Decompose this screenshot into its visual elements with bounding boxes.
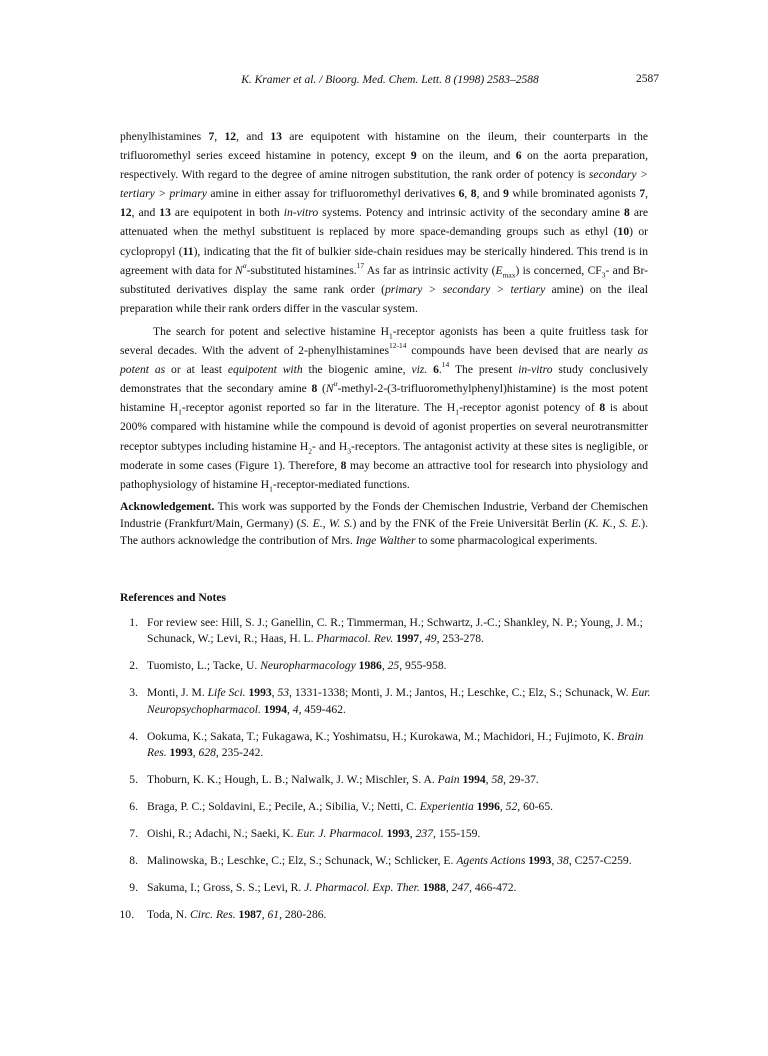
body-paragraph-2: The search for potent and selective histamine $H_1$-receptor agonists has been a quite fruitless task for several decades. With the advent of 2-phenylhistamines$^{12-14}$ compounds have been devised that are nearly as potent as or at least equipotent with the biogenic amine, viz. 6.14 The present in-vitro study conclusively demonstrates that the secondary amine 8 $(N^\alpha-methyl-2-(3-trifluoromethylphenyl)histamine)$ is the most potent histamine $H_1$-receptor agonist reported so far in the literature. The $H_1$-receptor agonist potency of 8 is about 200% compared with histamine while the compound is devoid of agonist properties on several neurotransmitter receptor subtypes including histamine $H_2-$ and $H_3$-receptors. The antagonist activity at these sites is negligible, or moderate in some cases (Figure 1). Therefore, 8 may become an attractive tool for research into physiology and pathophysiology of histamine $H_1-receptor$-mediated functions. — [120, 325, 649, 494]
reference-number: 5. — [129, 773, 138, 787]
reference-item-1: 1. For review see: Hill, S. J.; Ganellin, C. R.; Timmerman, H.; Schwartz, J.-C.; Shankley, N. P.; Young, J. M.; Schunack, W.; Levi, R.; Haas, H. L. Pharmacol. Rev. 1997, 49, 253-278. — [118, 615, 658, 648]
reference-item-5: 5. Thoburn, K. K.; Hough, L. B.; Nalwalk, J. W.; Mischler, S. A. Pain 1994, 58, 29-37. — [118, 772, 658, 788]
reference-item-4: 4. Ookuma, K.; Sakata, T.; Fukagawa, K.; Yoshimatsu, H.; Kurokawa, M.; Machidori, H.; Fujimoto, K. Brain Res. 1993, 628, 235-242. — [118, 729, 658, 762]
reference-item-3: 3. Monti, J. M. Life Sci. 1993, 53, 1331-1338; Monti, J. M.; Jantos, H.; Leschke, C.; Elz, S.; Schunack, W. Eur. Neuropsychopharmacol. 1994, 4, 459-462. — [118, 685, 658, 718]
body-paragraph-1: phenylhistamines 7, 12, and 13 are equipotent with histamine on the ileum, their counterparts in the trifluoromethyl series exceed histamine in potency, except 9 on the ileum, and 6 on the aorta preparation, respectively. With regard to the degree of amine nitrogen substitution, the rank order of potency is secondary > tertiary > primary amine in either assay for trifluoromethyl derivatives 6, 8, and 9 while brominated agonists 7, 12, and 13 are equipotent in both in-vitro systems. Potency and intrinsic activity of the secondary amine 8 are attenuated when the methyl substituent is replaced by more space-demanding groups such as ethyl (10) or cyclopropyl (11), indicating that the fit of bulkier side-chain residues may be sterically hindered. This trend is in agreement with data for $N^\alpha$-substituted histamines.$^{17}$ As far as intrinsic activity $(E_{max})$ is concerned, $CF_3-$ and Br-substituted derivatives display the same rank order (primary > secondary > tertiary amine) on the ileal preparation while their rank orders differ in the vascular system. — [120, 130, 649, 315]
reference-number: 2. — [129, 659, 138, 673]
reference-list — [118, 615, 658, 934]
acknowledgement-paragraph: Acknowledgement. This work was supported by the Fonds der Chemischen Industrie, Verband der Chemischen Industrie (Frankfurt/Main, Germany) (S. E., W. S.) and by the FNK of the Freie Universität Berlin (K. K., S. E.). The authors acknowledge the contribution of Mrs. Inge Walther to some pharmacological experiments. — [120, 500, 648, 547]
reference-number: 3. — [129, 686, 138, 700]
reference-number: 9. — [129, 881, 138, 895]
reference-number: 4. — [129, 729, 138, 743]
reference-number: 7. — [129, 827, 138, 841]
running-header-citation: K. Kramer et al. / Bioorg. Med. Chem. Lett. 8 (1998) 2583–2588 — [241, 74, 539, 86]
reference-number: 1. — [129, 616, 138, 629]
reference-item-9: 9. Sakuma, I.; Gross, S. S.; Levi, R. J. Pharmacol. Exp. Ther. 1988, 247, 466-472. — [118, 880, 658, 896]
page-number: 2587 — [636, 73, 659, 85]
acknowledgement-label: Acknowledgement. — [120, 500, 215, 513]
reference-item-7: 7. Oishi, R.; Adachi, N.; Saeki, K. Eur. J. Pharmacol. 1993, 237, 155-159. — [118, 826, 658, 842]
reference-number: 6. — [129, 800, 138, 814]
reference-number: 8. — [129, 854, 138, 868]
reference-number: 10. — [119, 908, 134, 922]
reference-item-10: 10. Toda, N. Circ. Res. 1987, 61, 280-286. — [118, 907, 658, 923]
reference-item-6: 6. Braga, P. C.; Soldavini, E.; Pecile, A.; Sibilia, V.; Netti, C. Experientia 1996, 52, 60-65. — [118, 799, 658, 815]
reference-item-2: 2. Tuomisto, L.; Tacke, U. Neuropharmacology 1986, 25, 955-958. — [118, 658, 658, 674]
references-heading: References and Notes — [120, 591, 227, 604]
reference-item-8: 8. Malinowska, B.; Leschke, C.; Elz, S.; Schunack, W.; Schlicker, E. Agents Actions 1993, 38, C257-C259. — [118, 853, 658, 869]
